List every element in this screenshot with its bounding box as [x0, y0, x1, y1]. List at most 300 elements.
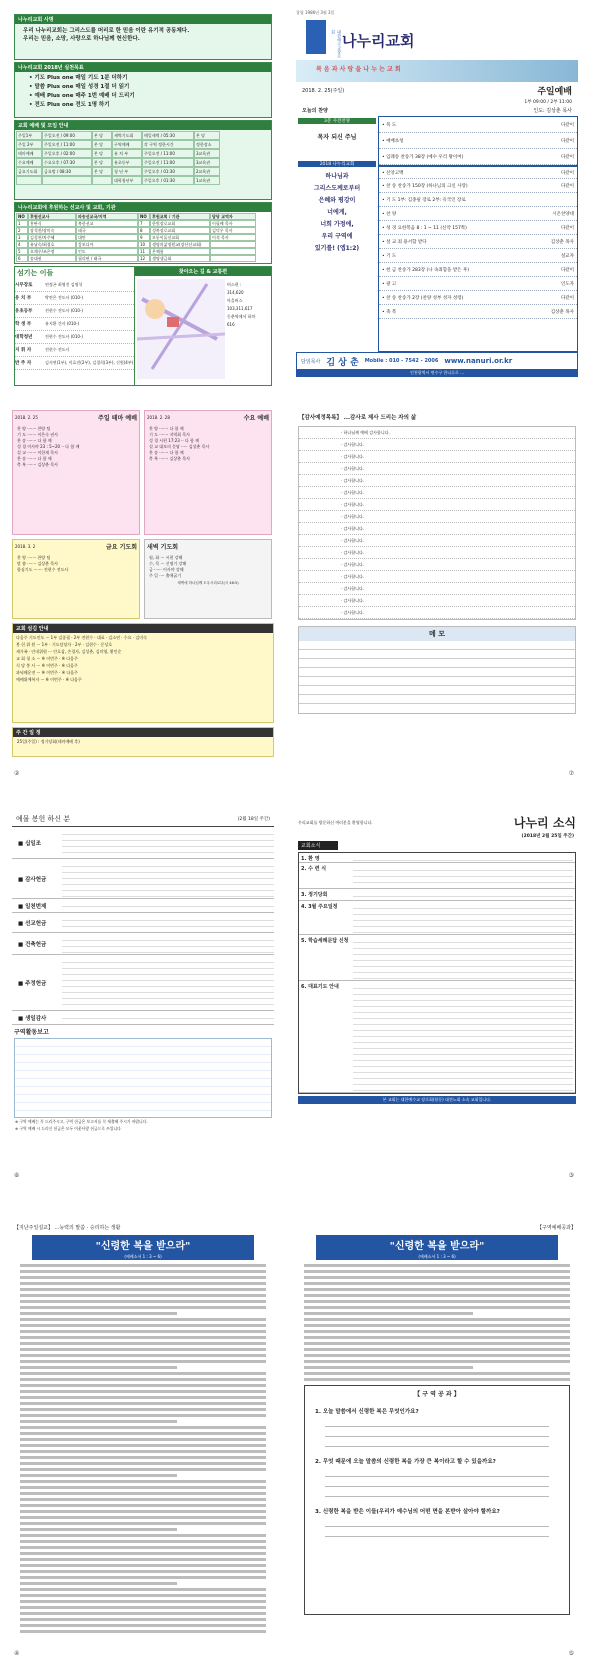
staff-role: 지 휘 자 — [15, 348, 32, 353]
today-song-label: 오늘의 찬양 — [302, 108, 328, 114]
thanks-text: · 감사합니다. — [341, 514, 365, 519]
text-line — [20, 1444, 266, 1447]
staff-title: 섬기는 이들 — [17, 269, 54, 277]
wed-date: 2018. 2. 28 — [147, 415, 170, 420]
worship-cell: 3교육관 — [194, 158, 220, 167]
text-line — [20, 1288, 266, 1291]
text-line — [20, 1276, 266, 1279]
thanks-item — [299, 607, 575, 619]
news-item-body — [353, 983, 573, 1091]
news-item-body — [353, 855, 573, 861]
worship-cell: 유초등부 — [112, 158, 142, 167]
mission-cell: 홍판식 — [28, 220, 76, 227]
worship-cell: 금요밤 / 08:30 — [42, 167, 92, 176]
mission-title: 나누리교회에 후원하는 선교사 및 교회, 기관 — [15, 203, 271, 212]
worship-cell: 본 당 — [92, 140, 112, 149]
staff-row — [15, 357, 134, 370]
text-line — [20, 1294, 266, 1297]
mission-cell: 온체함 — [150, 248, 210, 255]
text-line — [20, 1546, 266, 1549]
mission-cell: 생명생금회 — [150, 255, 210, 262]
guide-box: 교회 섬김 안내 다음주 기도인도 ··· 1부 김종필 · 2부 전현수 · 대표 · 김소연 · 수요 · 김미숙 봉 헌 위 원 ··· 1부 · 기도담당자 · 2부 · 김현수 · 문상호 새가족 · 안내위원 ··· 안호삼, 손경자, 김성춘, 김미영, 황인순 교 회 청 소 ··· ※ 이번주 · ※ 다음주 식 당 봉 사 ··· ※ 이번주 · ※ 다음주 과녁해운전 ··· ※ 이번주 · ※ 다음주 예배위예복자 ··· ※ 이번주 · ※ 다음주 — [12, 623, 274, 723]
mission-cell: 4 — [16, 241, 28, 248]
staff-row — [15, 292, 134, 305]
study-verse: (에베소서 1 : 3 ~ 6) — [316, 1254, 558, 1260]
worship-cell: 본 당 — [194, 131, 220, 140]
text-line — [20, 1582, 177, 1585]
question-1: 1. 오늘 말씀에서 신령한 복은 무엇인가요? — [315, 1409, 419, 1415]
offering-names — [62, 901, 274, 911]
fri-service-box: 2018. 3. 2 금요 기도회 찬 양 ······· 찬양 팀 말 씀 ······· 김상춘 목사 합심기도 ······· 전현수 전도사 — [12, 539, 140, 619]
offering-names — [62, 861, 274, 897]
order-item — [379, 277, 577, 291]
mission-cell: 북한선교 — [76, 220, 138, 227]
banner: 복 음 과 사 랑 을 나 누 는 교 회 — [296, 60, 578, 82]
vision-line: 우리는 믿음, 소망, 사랑으로 하나님께 헌신한다. — [23, 36, 140, 42]
offering-row — [12, 899, 274, 913]
group-note: ※ 구역 예배는 꼭 드리주시고, 구역 헌금은 보고서를 꼭 제출해 주시기 바랍니다. — [15, 1119, 148, 1124]
worship-cell: 수요예배 — [16, 158, 42, 167]
bus-line: 버스편 : — [227, 282, 242, 287]
mission-cell: 12 — [138, 255, 150, 262]
service-times: 1부 09:00 / 2부 11:00 — [524, 100, 572, 105]
church-map — [137, 279, 225, 379]
text-line — [20, 1492, 266, 1495]
study-body — [296, 1264, 578, 1381]
news-item-body — [353, 903, 573, 933]
mission-row — [16, 255, 270, 262]
order-person: 다같이 — [560, 295, 574, 301]
bus-line: 616 — [227, 322, 235, 327]
page-number: ③ — [568, 1172, 574, 1179]
news-item-label: 5. 학습세례문답 신청 — [301, 938, 349, 944]
text-line — [20, 1504, 266, 1507]
worship-cell: 주일오전 / 09:00 — [42, 131, 92, 140]
mission-cell: 캄보디아 — [76, 241, 138, 248]
offering-row — [12, 913, 274, 933]
staff-names: 전현수 전도사 (010-) — [45, 334, 83, 339]
text-line — [20, 1366, 177, 1369]
order-label: • 입례송 찬송가 38장 (예수 우리 왕이여) — [382, 154, 464, 160]
order-item — [379, 291, 577, 305]
text-line — [20, 1396, 266, 1399]
thanks-item — [299, 571, 575, 583]
text-line — [304, 1324, 570, 1327]
offering-category: ■ 선교헌금 — [18, 920, 47, 927]
staff-row — [15, 318, 134, 331]
text-line — [20, 1588, 266, 1591]
worship-row — [16, 167, 270, 176]
text-line — [20, 1486, 266, 1489]
text-line — [20, 1558, 266, 1561]
staff-role: 반 주 자 — [15, 361, 32, 366]
mission-cell: 오채우/조은정 — [28, 248, 76, 255]
text-line — [304, 1294, 570, 1297]
worship-box — [14, 120, 272, 200]
worship-cell: 주일오후 / 01:30 — [142, 167, 194, 176]
worship-cell: 주일오후 / 01:30 — [142, 176, 194, 185]
mission-cell: 필리핀 / 태국 — [76, 255, 138, 262]
news-item-label: 3. 정기당회 — [301, 892, 328, 898]
text-line — [20, 1612, 266, 1615]
worship-cell: 대학청년부 — [112, 176, 142, 185]
text-line — [20, 1414, 266, 1417]
page-sermon — [12, 1222, 274, 1662]
order-item — [379, 165, 577, 179]
prayer-title: 주 간 일 정 — [13, 728, 273, 737]
mission-cell: 담당 교역자 — [210, 213, 256, 220]
mission-cell: 한빛장로교회 — [150, 220, 210, 227]
mission-cell — [210, 255, 256, 262]
theme-date: 2018. 2. 25 — [15, 415, 38, 420]
text-line — [304, 1306, 570, 1309]
sermon-body — [12, 1264, 274, 1633]
mission-row — [16, 241, 270, 248]
text-line — [20, 1372, 266, 1375]
worship-cell: 각 구역 정한시간 — [142, 140, 194, 149]
news-item — [299, 853, 575, 863]
text-line — [20, 1576, 266, 1579]
staff-row — [15, 279, 134, 292]
thanks-text: · 감사합니다. — [341, 550, 365, 555]
news-week: (2018년 2월 25일 주간) — [521, 834, 574, 839]
offering-row — [12, 827, 274, 859]
staff-row — [15, 344, 134, 357]
memo-title: 메 모 — [299, 627, 575, 641]
text-line — [304, 1318, 570, 1321]
worship-row — [16, 149, 270, 158]
mission-cell: 송대권 — [28, 255, 76, 262]
text-line — [20, 1534, 266, 1537]
worship-row — [16, 176, 270, 185]
worship-cell: 매일새벽 / 05:30 — [142, 131, 194, 140]
mission-cell: 유남숙/최경호 — [28, 241, 76, 248]
worship-cell: 1교육관 — [194, 176, 220, 185]
prayer-item: 25일(주일) : 정기당회(테마예배 후) — [17, 739, 80, 744]
side-verse-line: 너희 가정에, — [320, 221, 354, 228]
fri-date: 2018. 3. 2 — [15, 544, 36, 549]
thanks-item — [299, 487, 575, 499]
text-line — [20, 1378, 266, 1381]
text-line — [304, 1264, 570, 1267]
mission-header — [16, 213, 270, 220]
study-tag: 【구역예배공과】 — [537, 1225, 576, 1231]
staff-list — [15, 279, 134, 370]
order-label: • 기 도 1부: 김종필 장로 2부: 유국인 장로 — [382, 197, 466, 203]
goal-item: • 기도 Plus one 매일 기도 1분 더하기 — [29, 75, 128, 81]
page-cover: 창립 1986년 3월 3일 대한예수교장로회 나누리교회 복 음 과 사 랑 을 나 누 는 교 회 2018. 2. 25(주일) 주일예배 1부 09:00 / 2부 11:00 오늘의 찬양 인도: 김상춘 목사 3분 사전찬양 목자 되신 주님 2018 나누리교회 하나님과 그리스도께로부터 은혜와 평강이 너에게, 너희 가정에, 우리 구역에 있기를! (엡1:2) • 묵 도 다같이 • 예배초청 다같이 • 입례송 찬송가 38장 (예수 우리 왕이여) 다같이 • 신앙고백 다같이 • 찬 송 찬송가 150장 (하나님의 크신 사랑) 다같이 • 기 도 1부: 김종필 장로 2부: 유국인 장로 • 찬 양 시온찬양대 • 성 경 요한복음 8 : 1 ~ 11 (신약 157쪽) 다같이 • 설 교 죄 용서함 받다 김상춘 목사 • 기 도 설교자 • 헌 금 찬송가 283장 (나 속죄함을 받은 후) 다같이 • 광 고 인도자 • 찬 송 찬송가 2장 (찬양 성부 성자 성령) 다같이 • 축 복 김상춘 목사 담임목사 김 상 춘 Mobile : 010 - 7542 - 2006 www.nanuri.or.kr 인천광역시 연수구 한나루로 ... — [296, 10, 578, 388]
text-line — [304, 1348, 570, 1351]
group-note: ※ 구역 예배 시 드리신 헌금은 모두 이웃사랑 헌금으로 쓰입니다. — [15, 1126, 122, 1131]
order-person: 설교자 — [560, 253, 574, 259]
bus-info — [227, 281, 255, 329]
thanks-item — [299, 463, 575, 475]
side-verse-line: 그리스도께로부터 — [313, 185, 361, 192]
mission-cell: 7 — [138, 220, 150, 227]
page-info — [12, 12, 274, 387]
worship-cell: 주일1부 — [16, 131, 42, 140]
news-footer: 본 교회는 대한예수교 장로회(합동) 대전노회 소속 교회입니다. — [298, 1096, 576, 1104]
text-line — [304, 1276, 570, 1279]
mission-cell: 후원선교사 — [28, 213, 76, 220]
worship-cell: 주일오전 / 11:00 — [142, 149, 194, 158]
thanks-item — [299, 583, 575, 595]
order-person: 시온찬양대 — [552, 211, 574, 217]
prayer-box — [12, 727, 274, 757]
offering-category: ■ 건축헌금 — [18, 941, 47, 948]
mission-cell: 2 — [16, 227, 28, 234]
text-line — [20, 1456, 266, 1459]
order-item — [379, 305, 577, 319]
text-line — [20, 1462, 266, 1465]
mission-box — [14, 202, 272, 264]
goal-item: • 말씀 Plus one 매일 성경 1절 더 읽기 — [29, 84, 130, 90]
mission-cell: 후원교회 / 기관 — [150, 213, 210, 220]
worship-cell: 주일 2부 — [16, 140, 42, 149]
text-line — [304, 1312, 473, 1315]
text-line — [304, 1300, 570, 1303]
text-line — [304, 1336, 570, 1339]
text-line — [20, 1600, 266, 1603]
order-label: • 찬 양 — [382, 211, 397, 217]
text-line — [20, 1618, 266, 1621]
order-item — [379, 193, 577, 207]
pastor-bar — [296, 352, 578, 370]
news-item — [299, 889, 575, 901]
thanks-item — [299, 547, 575, 559]
news-item-label: 6. 대표기도 안내 — [301, 984, 339, 990]
text-line — [20, 1564, 266, 1567]
memo-box — [298, 626, 576, 714]
offering-names — [62, 829, 274, 857]
thanks-list — [298, 426, 576, 620]
order-of-service — [378, 116, 578, 352]
text-line — [20, 1438, 266, 1441]
text-line — [20, 1426, 266, 1429]
study-label: 【 구 역 공 과 】 — [414, 1391, 460, 1398]
thanks-text: · 감사합니다. — [341, 454, 365, 459]
news-item — [299, 901, 575, 935]
thanks-text: · 감사합니다. — [341, 598, 365, 603]
page-number: ⑤ — [568, 1650, 574, 1657]
order-label: • 광 고 — [382, 281, 397, 287]
order-person: 다같이 — [560, 154, 574, 160]
page-number: ⑦ — [568, 770, 574, 777]
address-bar: 인천광역시 연수구 한나루로 ... — [296, 370, 578, 377]
page-offerings — [12, 812, 274, 1182]
mission-cell: 파송선교국/지역 — [76, 213, 138, 220]
worship-cell: 유 치 부 — [112, 149, 142, 158]
news-item — [299, 981, 575, 1093]
text-line — [20, 1312, 177, 1315]
worship-cell: 주일오전 / 11:00 — [42, 140, 92, 149]
order-item — [379, 263, 577, 277]
offering-names — [62, 935, 274, 953]
text-line — [20, 1300, 266, 1303]
group-title: 구역활동보고 — [14, 1029, 49, 1036]
order-person: 다같이 — [560, 170, 574, 176]
mobile-number: Mobile : 010 - 7542 - 2006 — [364, 358, 439, 364]
text-line — [20, 1342, 266, 1345]
mission-cell: 대만 — [76, 234, 138, 241]
text-line — [304, 1354, 570, 1357]
study-box — [304, 1385, 570, 1615]
bus-line: 마을버스 — [227, 298, 243, 303]
page-number: ④ — [14, 1650, 20, 1657]
offering-category: ■ 감사헌금 — [18, 876, 47, 883]
news-item — [299, 863, 575, 889]
text-line — [20, 1330, 266, 1333]
worship-cell — [92, 176, 112, 185]
service-leader: 인도: 김상춘 목사 — [533, 108, 572, 114]
side-verse-line: 하나님과 — [325, 173, 349, 180]
order-label: • 설 교 죄 용서함 받다 — [382, 239, 427, 245]
news-item — [299, 935, 575, 981]
order-label: • 신앙고백 — [382, 170, 404, 176]
thanks-text: · 하나님께 예배 감사합니다. — [341, 430, 390, 435]
news-item-body — [353, 937, 573, 979]
thanks-title: 【감사예정목록】 ...감사로 제사 드리는 자의 삶 — [299, 415, 417, 421]
dawn-title: 새벽 기도회 — [147, 544, 179, 551]
offering-row — [12, 1011, 274, 1025]
thanks-item — [299, 595, 575, 607]
mission-cell: 인도 — [76, 248, 138, 255]
text-line — [304, 1366, 473, 1369]
text-line — [304, 1282, 570, 1285]
worship-cell: 3교육관 — [194, 149, 220, 158]
thanks-text: · 감사합니다. — [341, 490, 365, 495]
order-person: 김상춘 목사 — [550, 309, 574, 315]
text-line — [20, 1624, 266, 1627]
news-item-label: 2. 수 련 식 — [301, 866, 327, 872]
mission-cell: 김덕우 목사 — [210, 227, 256, 234]
text-line — [20, 1306, 266, 1309]
order-item — [379, 221, 577, 235]
text-line — [20, 1450, 266, 1453]
question-3: 3. 신령한 복을 받은 이들(우리가 예수님의 어떤 면을 본받아 살아야 할까요? — [315, 1509, 500, 1515]
order-person: 다같이 — [560, 183, 574, 189]
worship-cell — [16, 176, 42, 185]
mission-cell: 생명의삶정원교(장산선교회) — [150, 241, 210, 248]
text-line — [304, 1330, 570, 1333]
order-item — [379, 133, 577, 149]
mission-cell: 10 — [138, 241, 150, 248]
worship-cell: 테마예배 — [16, 149, 42, 158]
header-small: 대한예수교장로회 — [331, 30, 342, 58]
order-item — [379, 117, 577, 133]
staff-names: 박연은 전도사 (010-) — [45, 295, 83, 300]
mission-row — [16, 227, 270, 234]
order-item — [379, 149, 577, 165]
mission-cell: 1 — [16, 220, 28, 227]
text-line — [20, 1402, 266, 1405]
thanks-item — [299, 427, 575, 439]
text-line — [20, 1354, 266, 1357]
thanks-text: · 감사합니다. — [341, 502, 365, 507]
order-person: 다같이 — [560, 138, 574, 144]
thanks-item — [299, 451, 575, 463]
text-line — [20, 1570, 266, 1573]
page-schedule — [12, 410, 274, 780]
offering-category: ■ 생일감사 — [18, 1015, 47, 1022]
mission-row — [16, 234, 270, 241]
text-line — [20, 1324, 266, 1327]
website-link[interactable]: www.nanuri.or.kr — [444, 357, 513, 365]
side-verse-line: 우리 구역에 — [321, 233, 353, 240]
worship-cell: 금요기도회 — [16, 167, 42, 176]
text-line — [20, 1606, 266, 1609]
staff-names: 전현수 전도사 — [45, 347, 70, 352]
vision-line: 우리 나누리교회는 그리스도를 머리로 한 믿음 이란 유기적 공동체다. — [23, 28, 190, 34]
worship-row — [16, 158, 270, 167]
text-line — [20, 1594, 266, 1597]
bus-line: 103,311,617 — [227, 306, 253, 311]
mission-cell: NO — [138, 213, 150, 220]
goals-box — [14, 62, 272, 118]
mission-cell: 이석 목사 — [210, 234, 256, 241]
logo-header — [296, 16, 578, 60]
fri-title: 금요 기도회 — [105, 544, 137, 551]
question-2: 2. 무엇 때문에 오늘 말씀의 신령한 복을 가장 큰 복이라고 할 수 있을까요? — [315, 1459, 496, 1465]
thanks-item — [299, 439, 575, 451]
vision-title: 나누리교회 사명 — [15, 15, 271, 24]
news-item-label: 1. 환 영 — [301, 856, 320, 862]
bus-line: 동춘역에서 하차 — [227, 314, 256, 319]
thanks-item — [299, 535, 575, 547]
staff-names: 김서연(1부), 이효진(2부), 김경희(3부), 신원(4부) — [45, 360, 134, 365]
thanks-item — [299, 475, 575, 487]
staff-role: 유 치 부 — [15, 296, 32, 301]
staff-box — [14, 266, 272, 386]
goals-title: 나누리교회 2018년 실천목표 — [15, 63, 271, 72]
worship-cell: 본 당 — [92, 149, 112, 158]
text-line — [20, 1432, 266, 1435]
text-line — [20, 1348, 266, 1351]
year-label: 창립 1986년 3월 3일 — [296, 10, 335, 15]
news-item-body — [353, 891, 573, 899]
thanks-item — [299, 499, 575, 511]
staff-names: 유지환 간사 (010-) — [45, 321, 80, 326]
staff-role: 대학청년 — [15, 335, 33, 340]
mission-cell: 8 — [138, 227, 150, 234]
text-line — [304, 1270, 570, 1273]
text-line — [20, 1270, 266, 1273]
thanks-text: · 감사합니다. — [341, 442, 365, 447]
offering-row — [12, 955, 274, 1011]
service-date: 2018. 2. 25(주일) — [302, 88, 345, 94]
worship-cell: 본 당 — [92, 131, 112, 140]
bus-line: 314,620 — [227, 290, 244, 295]
order-item — [379, 235, 577, 249]
staff-row — [15, 305, 134, 318]
news-item-label: 4. 3월 주요일정 — [301, 904, 338, 910]
side-verse — [296, 171, 378, 255]
dawn-note: 새벽에 하나님께 도우시리로다(시 46:5) — [177, 581, 239, 585]
study-title: "신령한 복을 받으라" — [316, 1235, 558, 1254]
order-person: 다같이 — [560, 267, 574, 273]
group-table — [14, 1038, 272, 1118]
sermon-tag: 【지난주일설교】 ...능력의 말씀 · 승리하는 생활 — [14, 1225, 121, 1231]
order-person: 다같이 — [560, 225, 574, 231]
text-line — [20, 1282, 266, 1285]
thanks-text: · 감사합니다. — [341, 610, 365, 615]
mission-cell: 성북장로교회 — [150, 227, 210, 234]
news-section: 교회소식 — [298, 841, 338, 850]
thanks-item — [299, 559, 575, 571]
thanks-text: · 감사합니다. — [341, 466, 365, 471]
order-label: • 예배초청 — [382, 138, 404, 144]
text-line — [20, 1528, 177, 1531]
